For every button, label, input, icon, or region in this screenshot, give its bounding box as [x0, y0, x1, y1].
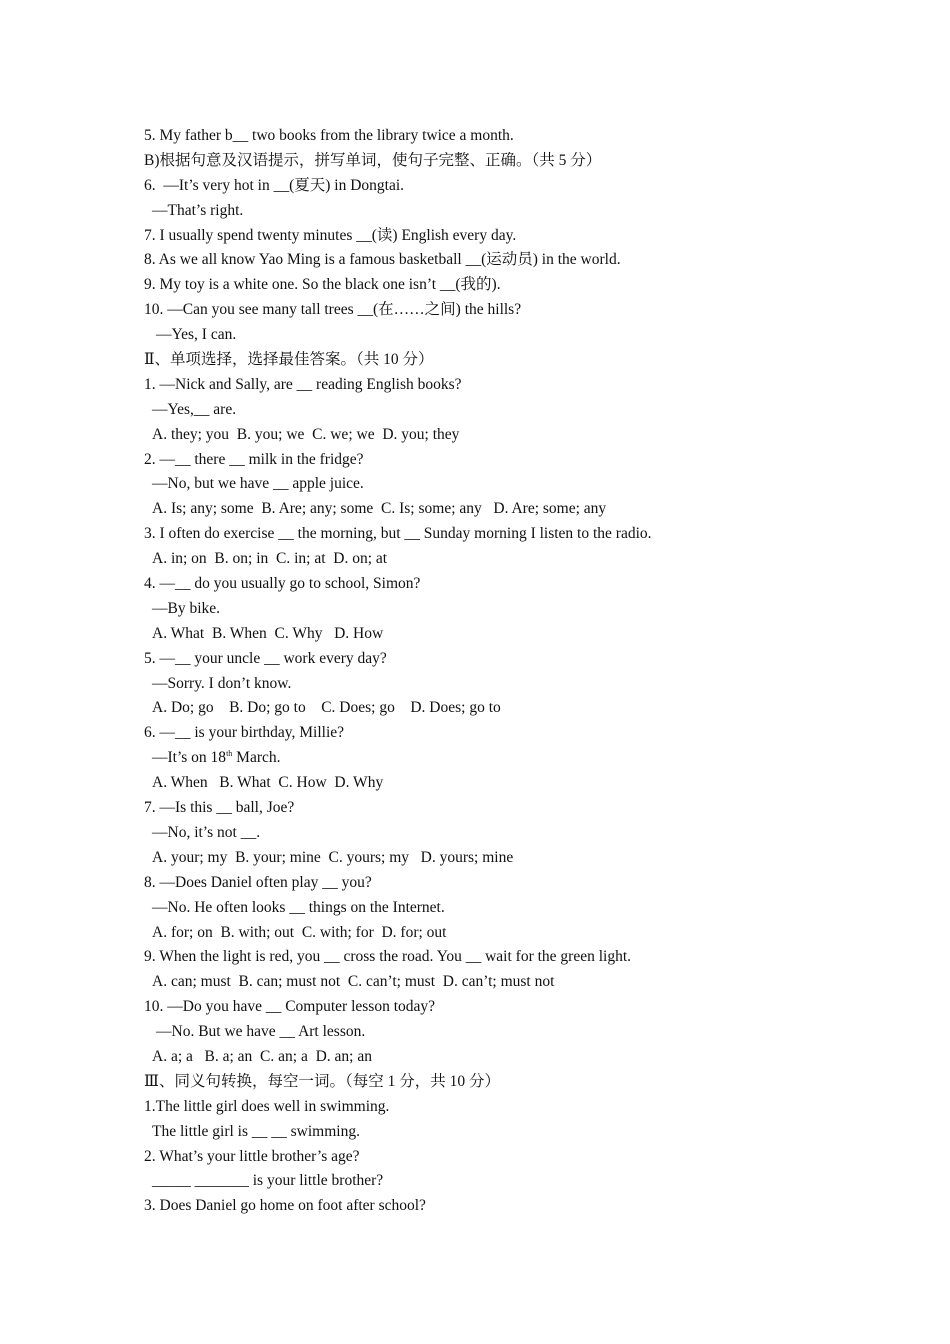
mc-6-question: 6. —__ is your birthday, Millie? — [144, 724, 345, 742]
exam-document — [144, 124, 844, 1219]
rewrite-2-blank: _____ _______ is your little brother? — [152, 1172, 384, 1190]
mc-10-question: 10. —Do you have __ Computer lesson today? — [144, 998, 436, 1016]
section-2-heading: Ⅱ、单项选择，选择最佳答案。（共 10 分） — [144, 351, 434, 369]
mc-2-question: 2. —__ there __ milk in the fridge? — [144, 450, 364, 468]
mc-1-question: 1. —Nick and Sally, are __ reading English books? — [144, 375, 462, 393]
mc-2-dialogue: —No, but we have __ apple juice. — [152, 475, 364, 493]
mc-10-dialogue: —No. But we have __ Art lesson. — [156, 1023, 366, 1041]
mc-2-options: A. Is; any; some B. Are; any; some C. Is; some; any D. Are; some; any — [152, 500, 607, 518]
mc-1-options: A. they; you B. you; we C. we; we D. you; they — [152, 425, 460, 443]
rewrite-2-original: 2. What’s your little brother’s age? — [144, 1147, 360, 1165]
mc-8-options: A. for; on B. with; out C. with; for D. for; out — [152, 923, 447, 941]
mc-5-question: 5. —__ your uncle __ work every day? — [144, 649, 387, 667]
spelling-item-10-question: 10. —Can you see many tall trees __(在……之间) the hills? — [144, 301, 522, 319]
mc-7-options: A. your; my B. your; mine C. yours; my D. yours; mine — [152, 848, 514, 866]
mc-8-question: 8. —Does Daniel often play __ you? — [144, 873, 372, 891]
spelling-item-8: 8. As we all know Yao Ming is a famous basketball __(运动员) in the world. — [144, 251, 621, 269]
section-b-heading: B)根据句意及汉语提示，拼写单词，使句子完整、正确。（共 5 分） — [144, 151, 602, 169]
mc-6-dialogue-text: —It’s on 18 — [152, 749, 227, 767]
mc-9-question: 9. When the light is red, you __ cross the road. You __ wait for the green light. — [144, 948, 632, 966]
spelling-item-9: 9. My toy is a white one. So the black one isn’t __(我的). — [144, 276, 501, 294]
mc-4-question: 4. —__ do you usually go to school, Simon? — [144, 575, 421, 593]
mc-6-dialogue-after: March. — [232, 749, 281, 767]
section-3-heading: Ⅲ、同义句转换，每空一词。（每空 1 分，共 10 分） — [144, 1072, 500, 1090]
mc-7-dialogue: —No, it’s not __. — [152, 823, 261, 841]
mc-3-question: 3. I often do exercise __ the morning, but __ Sunday morning I listen to the radio. — [144, 525, 652, 543]
rewrite-3-original: 3. Does Daniel go home on foot after school? — [144, 1197, 426, 1215]
mc-5-options: A. Do; go B. Do; go to C. Does; go D. Does; go to — [152, 699, 501, 717]
mc-8-dialogue: —No. He often looks __ things on the Internet. — [152, 898, 445, 916]
mc-4-options: A. What B. When C. Why D. How — [152, 624, 384, 642]
mc-4-dialogue: —By bike. — [152, 599, 221, 617]
spelling-item-10-answer: —Yes, I can. — [156, 326, 237, 344]
mc-10-options: A. a; a B. a; an C. an; a D. an; an — [152, 1047, 372, 1065]
exercise-a-item-5: 5. My father b__ two books from the library twice a month. — [144, 127, 514, 144]
mc-3-options: A. in; on B. on; in C. in; at D. on; at — [152, 550, 388, 568]
mc-7-question: 7. —Is this __ ball, Joe? — [144, 799, 295, 817]
rewrite-1-blank: The little girl is __ __ swimming. — [152, 1122, 360, 1140]
mc-1-dialogue: —Yes,__ are. — [152, 400, 237, 418]
spelling-item-6-answer: —That’s right. — [152, 201, 244, 219]
mc-5-dialogue: —Sorry. I don’t know. — [152, 674, 292, 692]
mc-9-options: A. can; must B. can; must not C. can’t; must D. can’t; must not — [152, 973, 555, 991]
mc-6-dialogue — [144, 746, 844, 771]
spelling-item-7: 7. I usually spend twenty minutes __(读) English every day. — [144, 226, 517, 244]
spelling-item-6-question: 6. —It’s very hot in __(夏天) in Dongtai. — [144, 176, 405, 194]
ordinal-suffix: th — [226, 749, 233, 759]
rewrite-1-original: 1.The little girl does well in swimming. — [144, 1097, 390, 1115]
mc-6-options: A. When B. What C. How D. Why — [152, 774, 384, 792]
